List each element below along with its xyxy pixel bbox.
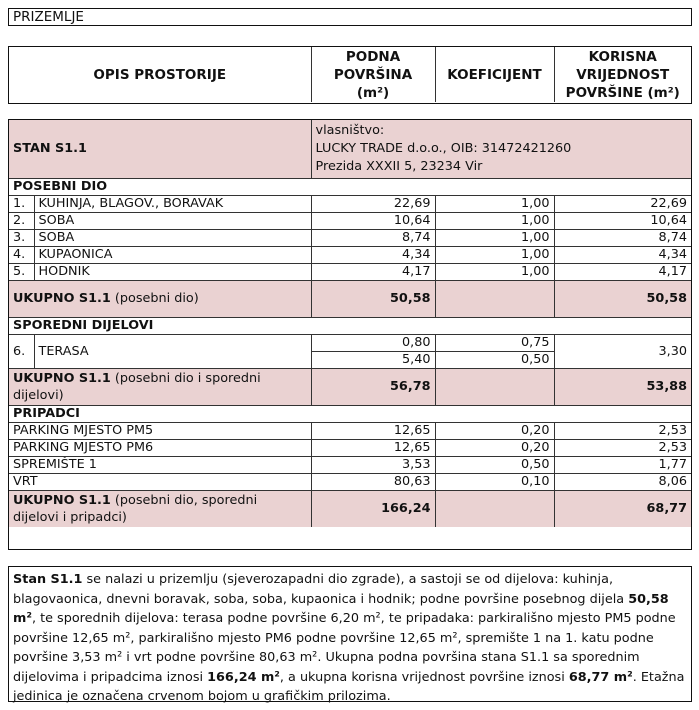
pripadci-total-coef <box>435 490 554 527</box>
posebni-row-value: 4,17 <box>554 263 691 280</box>
posebni-row-name: KUHINJA, BLAGOV., BORAVAK <box>34 195 311 212</box>
sporedni-total-note: (posebni dio i sporedni dijelovi) <box>13 370 261 403</box>
header-table <box>9 47 691 102</box>
pripadci-row-name: PARKING MJESTO PM6 <box>9 439 311 456</box>
pripadci-total-label <box>9 490 311 527</box>
main-table-box <box>8 119 692 550</box>
posebni-row-no: 1. <box>9 195 34 212</box>
pripadci-row-area: 12,65 <box>311 422 435 439</box>
description-text-1: se nalazi u prizemlju (sjeverozapadni dio zgrade), a sastoji se od dijelova: kuhinja, blagovaonica, dnevni boravak, soba, soba, kupaonica i hodnik; podne površine posebnog dijela <box>13 572 629 607</box>
posebni-row-name: SOBA <box>34 229 311 246</box>
pripadci-row-area: 3,53 <box>311 456 435 473</box>
header-koeficijent: KOEFICIJENT <box>435 47 554 102</box>
sporedni-coef1: 0,75 <box>435 334 554 351</box>
pripadci-row-coef: 0,20 <box>435 422 554 439</box>
sporedni-heading: SPOREDNI DIJELOVI <box>9 317 691 334</box>
pripadci-row-area: 80,63 <box>311 473 435 490</box>
sporedni-area1: 0,80 <box>311 334 435 351</box>
unit-owner <box>311 120 691 178</box>
section-title-box <box>8 8 692 26</box>
posebni-total-area: 50,58 <box>311 280 435 317</box>
posebni-row-area: 8,74 <box>311 229 435 246</box>
pripadci-total-title: UKUPNO S1.1 <box>13 492 111 508</box>
pripadci-row-value: 8,06 <box>554 473 691 490</box>
posebni-row <box>9 229 691 246</box>
posebni-total-label <box>9 280 311 317</box>
sporedni-total-label <box>9 368 311 405</box>
header-table-box <box>8 46 692 104</box>
pripadci-row <box>9 456 691 473</box>
posebni-row-area: 10,64 <box>311 212 435 229</box>
description-bold-2: 166,24 m² <box>207 669 280 685</box>
posebni-row-no: 3. <box>9 229 34 246</box>
pripadci-heading: PRIPADCI <box>9 405 691 422</box>
pripadci-row-value: 2,53 <box>554 422 691 439</box>
sporedni-row-no: 6. <box>9 334 34 368</box>
posebni-row-name: KUPAONICA <box>34 246 311 263</box>
posebni-row-coef: 1,00 <box>435 246 554 263</box>
posebni-row <box>9 212 691 229</box>
header-korisna-vrijednost: KORISNA VRIJEDNOST POVRŠINE (m²) <box>554 47 691 102</box>
description-bold-1: 50,58 m² <box>13 591 669 626</box>
posebni-row-name: SOBA <box>34 212 311 229</box>
posebni-row-area: 4,34 <box>311 246 435 263</box>
posebni-row-area: 4,17 <box>311 263 435 280</box>
pripadci-total-area: 166,24 <box>311 490 435 527</box>
posebni-row-coef: 1,00 <box>435 229 554 246</box>
pripadci-total-note: (posebni dio, sporedni dijelovi i pripadci) <box>13 492 258 525</box>
main-table <box>9 120 691 527</box>
pripadci-row-value: 2,53 <box>554 439 691 456</box>
pripadci-row-name: PARKING MJESTO PM5 <box>9 422 311 439</box>
sporedni-area2: 5,40 <box>311 351 435 368</box>
posebni-row-coef: 1,00 <box>435 195 554 212</box>
posebni-total-title: UKUPNO S1.1 <box>13 291 111 306</box>
pripadci-row-coef: 0,20 <box>435 439 554 456</box>
posebni-row-no: 4. <box>9 246 34 263</box>
sporedni-total-coef <box>435 368 554 405</box>
posebni-row-value: 22,69 <box>554 195 691 212</box>
description-paragraph <box>8 566 692 702</box>
description-unit: Stan S1.1 <box>13 572 83 587</box>
pripadci-row-name: VRT <box>9 473 311 490</box>
description-bold-3: 68,77 m² <box>568 669 633 685</box>
sporedni-total-area: 56,78 <box>311 368 435 405</box>
posebni-row-value: 4,34 <box>554 246 691 263</box>
pripadci-row-name: SPREMIŠTE 1 <box>9 456 311 473</box>
posebni-row-coef: 1,00 <box>435 263 554 280</box>
sporedni-total-value: 53,88 <box>554 368 691 405</box>
sporedni-value: 3,30 <box>554 334 691 368</box>
posebni-row <box>9 246 691 263</box>
description-text-2: , te sporednih dijelova: terasa podne površine 6,20 m², te pripadaka: parkirališno mjesto PM5 podne površine 12,65 m², parkirališno mjesto PM6 podne površine 12,65 m², spremište 1 na 1. katu podne površine 3,53 m² i vrt podne površine 80,63 m². Ukupna podna površina stana S1.1 sa sporednim dijelovima i pripadcima iznosi <box>13 611 676 685</box>
description-text-4: . Etažna jedinica je označena crvenom bojom u grafičkim prilozima. <box>13 669 685 704</box>
header-podna-povrsina: PODNA POVRŠINA (m²) <box>311 47 435 102</box>
header-opis: OPIS PROSTORIJE <box>9 47 311 102</box>
posebni-row-value: 10,64 <box>554 212 691 229</box>
posebni-total-note: (posebni dio) <box>114 291 199 306</box>
posebni-row-value: 8,74 <box>554 229 691 246</box>
pripadci-row-coef: 0,10 <box>435 473 554 490</box>
pripadci-total-value: 68,77 <box>554 490 691 527</box>
posebni-heading: POSEBNI DIO <box>9 178 691 195</box>
posebni-row <box>9 195 691 212</box>
posebni-total-coef <box>435 280 554 317</box>
pripadci-row <box>9 473 691 490</box>
sporedni-coef2: 0,50 <box>435 351 554 368</box>
pripadci-row <box>9 422 691 439</box>
pripadci-row-coef: 0,50 <box>435 456 554 473</box>
posebni-row-no: 2. <box>9 212 34 229</box>
pripadci-row-value: 1,77 <box>554 456 691 473</box>
description-text-3: , a ukupna korisna vrijednost površine iznosi <box>279 669 569 685</box>
posebni-row-area: 22,69 <box>311 195 435 212</box>
pripadci-row-area: 12,65 <box>311 439 435 456</box>
owner-label: vlasništvo: <box>315 122 385 138</box>
posebni-row-no: 5. <box>9 263 34 280</box>
owner-line1: LUCKY TRADE d.o.o., OIB: 31472421260 <box>315 140 572 156</box>
sporedni-row-name: TERASA <box>34 334 311 368</box>
posebni-row-name: HODNIK <box>34 263 311 280</box>
section-title: PRIZEMLJE <box>13 9 84 25</box>
sporedni-total-title: UKUPNO S1.1 <box>13 370 111 386</box>
owner-line2: Prezida XXXII 5, 23234 Vir <box>315 158 483 174</box>
posebni-row <box>9 263 691 280</box>
posebni-row-coef: 1,00 <box>435 212 554 229</box>
unit-name: STAN S1.1 <box>9 120 311 178</box>
posebni-total-value: 50,58 <box>554 280 691 317</box>
pripadci-row <box>9 439 691 456</box>
